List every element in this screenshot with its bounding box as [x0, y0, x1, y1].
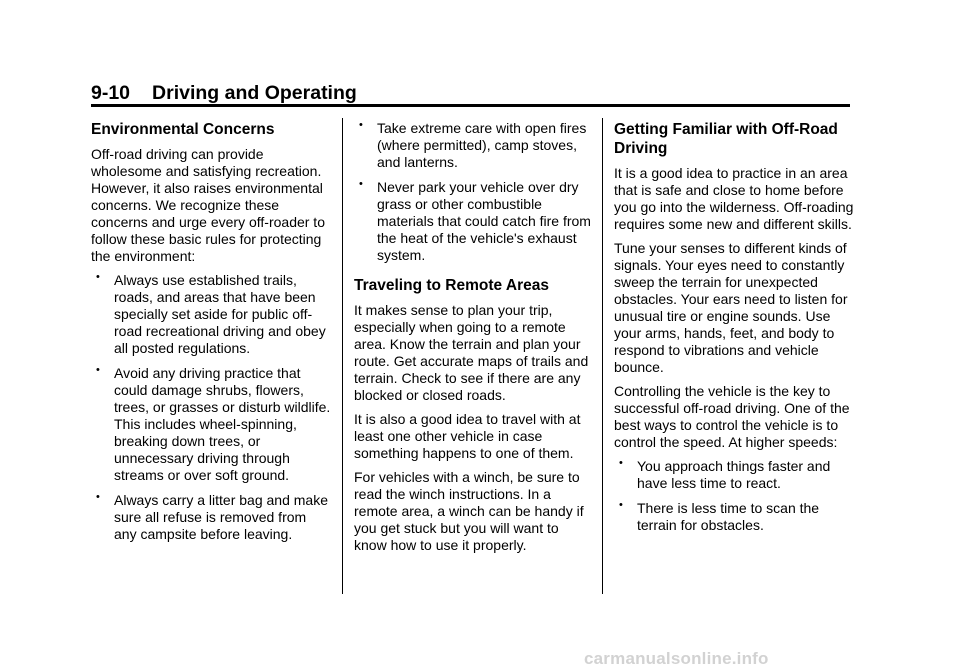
bullet-icon: • [96, 491, 100, 503]
list-item-text: Take extreme care with open fires (where permitted), camp stoves, and lanterns. [377, 120, 587, 170]
heading-environmental-concerns: Environmental Concerns [91, 121, 275, 138]
list-item-text: Never park your vehicle over dry grass or other combustible materials that could catch fire from the heat of the vehicle's exhaust system. [377, 179, 591, 263]
page-header [91, 82, 357, 105]
list-item [354, 120, 594, 171]
list-item-text: You approach things faster and have less time to react. [637, 458, 831, 491]
bullet-icon: • [619, 499, 623, 511]
bullet-icon: • [619, 457, 623, 469]
list-item-text: There is less time to scan the terrain for obstacles. [637, 500, 820, 533]
list-item-text: Avoid any driving practice that could damage shrubs, flowers, trees, or grasses or disturb wildlife. This includes wheel-spinning, breaking down trees, or unnecessary driving through streams or over soft ground. [114, 365, 331, 483]
paragraph: It is a good idea to practice in an area that is safe and close to home before you go into the wilderness. Off-roading requires some new and different skills. [614, 165, 854, 232]
bullet-icon: • [359, 178, 363, 190]
bullet-icon: • [96, 271, 100, 283]
paragraph: Controlling the vehicle is the key to successful off-road driving. One of the best ways to control the vehicle is to control the speed. At higher speeds: [614, 383, 850, 450]
page-number: 9-10 [91, 82, 131, 104]
bullet-list [91, 272, 331, 543]
list-item-text: Always carry a litter bag and make sure all refuse is removed from any campsite before leaving. [114, 492, 328, 542]
list-item [91, 492, 331, 543]
bullet-list [354, 120, 594, 264]
paragraph: It is also a good idea to travel with at least one other vehicle in case something happens to one of them. [354, 411, 581, 461]
heading-traveling-remote-areas: Traveling to Remote Areas [354, 277, 549, 294]
paragraph: Tune your senses to different kinds of signals. Your eyes need to constantly sweep the terrain for unexpected obstacles. Your ears need to listen for unusual tire or engine sounds. Use your arms, hands, feet, and body to respond to vibrations and vehicle bounce. [614, 240, 848, 375]
section-title: Driving and Operating [152, 82, 357, 104]
list-item [614, 458, 854, 492]
paragraph: It makes sense to plan your trip, especially when going to a remote area. Know the terrain and plan your route. Get accurate maps of trails and terrain. Check to see if there are any blocked or closed roads. [354, 302, 589, 403]
list-item [614, 500, 854, 534]
column-divider-1 [342, 118, 343, 594]
list-item [91, 272, 331, 357]
list-item [91, 365, 331, 484]
header-rule [91, 104, 850, 107]
bullet-icon: • [96, 364, 100, 376]
column-divider-2 [602, 118, 603, 594]
list-item [354, 179, 594, 264]
bullet-icon: • [359, 119, 363, 131]
heading-off-road-driving: Getting Familiar with Off-Road Driving [614, 121, 838, 157]
list-item-text: Always use established trails, roads, and areas that have been specially set aside for public off-road recreational driving and obey all posted regulations. [114, 272, 326, 356]
column-1 [91, 120, 331, 551]
bullet-list [614, 458, 854, 534]
watermark: carmanualsonline.info [584, 649, 769, 668]
column-3 [614, 120, 854, 542]
column-2 [354, 120, 594, 561]
paragraph: For vehicles with a winch, be sure to read the winch instructions. In a remote area, a winch can be handy if you get stuck but you will want to know how to use it properly. [354, 469, 584, 553]
paragraph: Off-road driving can provide wholesome and satisfying recreation. However, it also raises environmental concerns. We recognize these concerns and urge every off-roader to follow these basic rules for protecting the environment: [91, 146, 325, 264]
